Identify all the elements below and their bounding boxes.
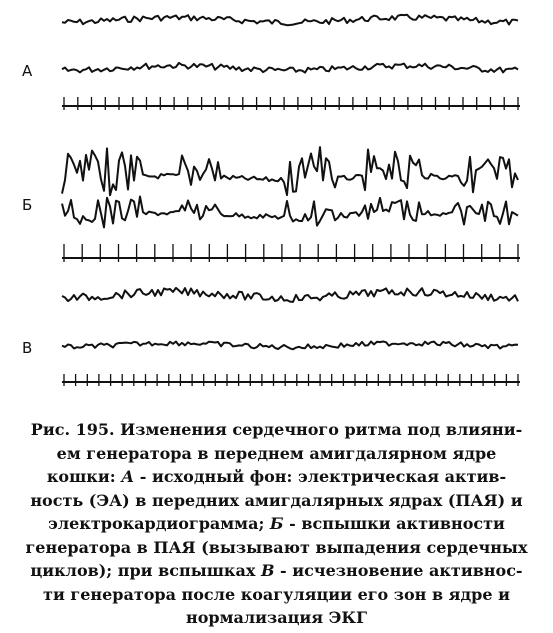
panel-label-b: Б — [22, 196, 33, 214]
caption-line: ти генератора после коагуляции его зон в ядре и — [43, 584, 510, 604]
panel-label-v: В — [22, 339, 33, 357]
trace-b-burst-2 — [62, 197, 518, 228]
figure-caption — [14, 418, 539, 630]
trace-c-top — [62, 288, 518, 302]
panel-label-a: А — [22, 62, 33, 80]
caption-line: ем генератора в переднем амигдалярном ядре — [56, 443, 497, 463]
caption-line: циклов); при вспышках В - исчезновение активнос- — [30, 561, 523, 580]
trace-a-eeg — [62, 63, 518, 73]
caption-line: ность (ЭА) в передних амигдалярных ядрах (ПАЯ) и — [30, 490, 523, 510]
caption-line: кошки: А - исходный фон: электрическая актив- — [46, 467, 507, 486]
trace-c-eeg — [62, 342, 518, 350]
trace-b-burst-1 — [62, 147, 518, 195]
caption-line: генератора в ПАЯ (вызывают выпадения сердечных — [25, 537, 528, 557]
trace-a-top — [62, 15, 518, 26]
caption-line: Рис. 195. Изменения сердечного ритма под влияни- — [30, 420, 523, 439]
caption-line: нормализация ЭКГ — [186, 608, 367, 627]
caption-line: электрокардиограмма; Б - вспышки активности — [48, 514, 505, 533]
